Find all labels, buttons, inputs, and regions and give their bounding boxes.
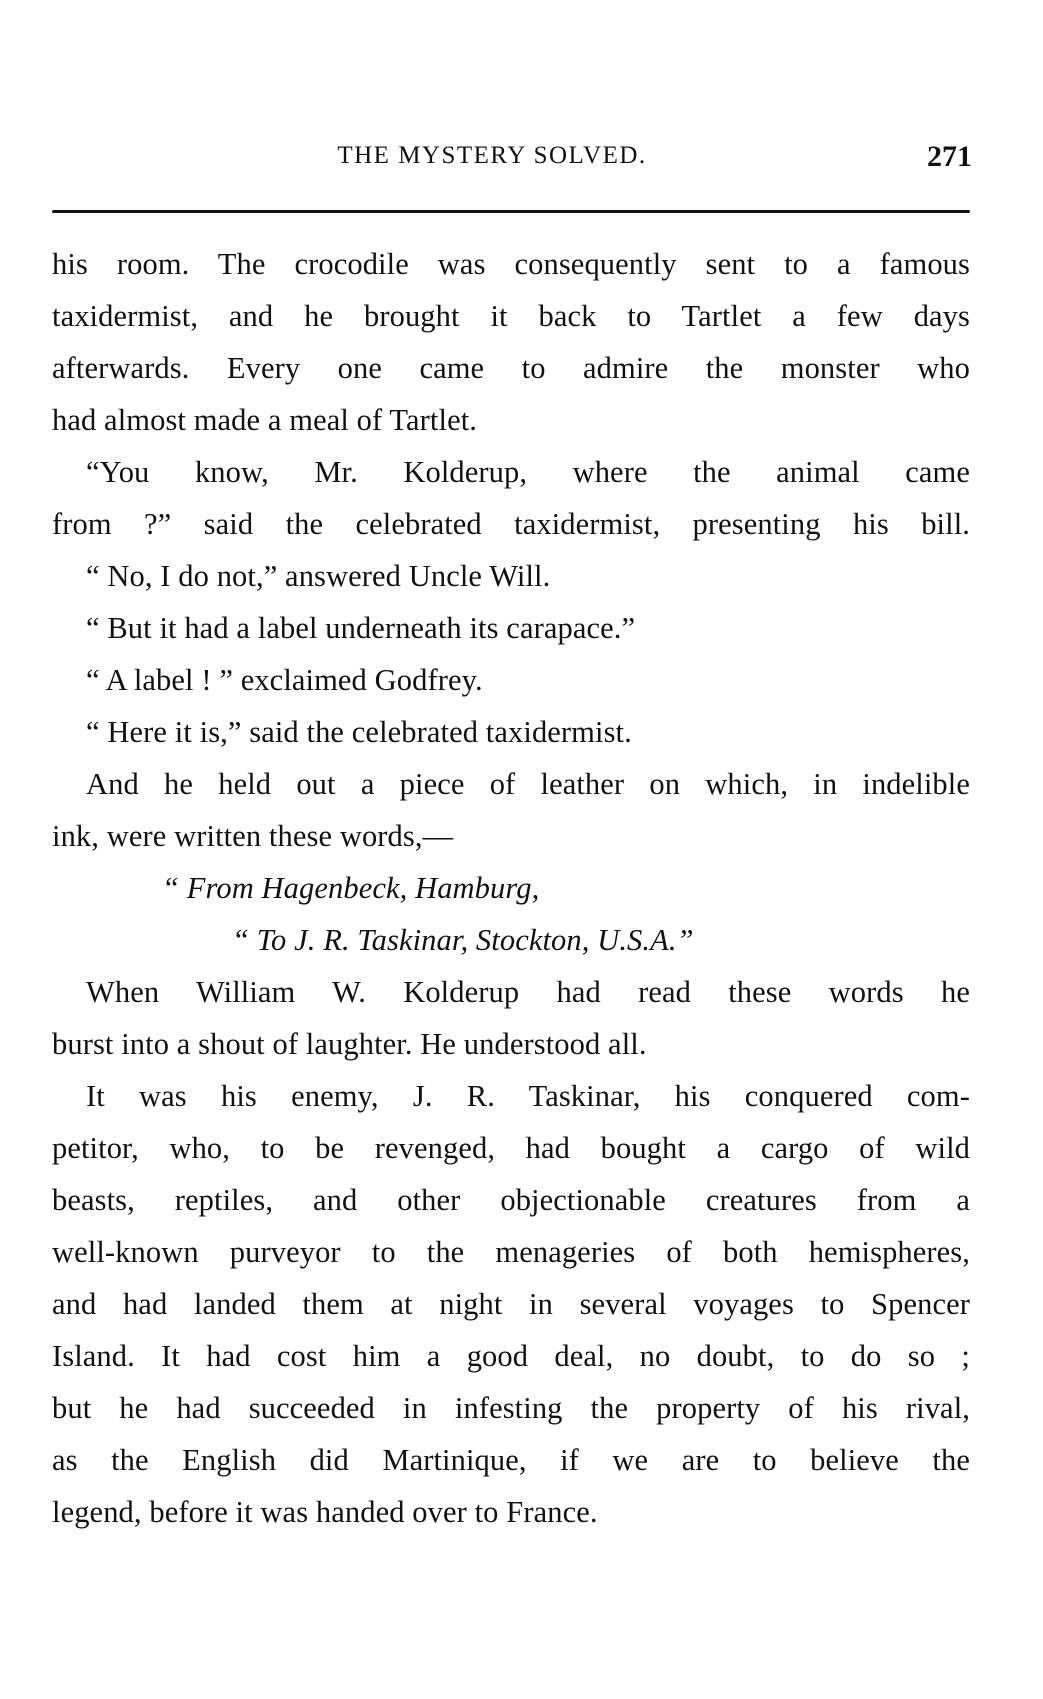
text-line: legend, before it was handed over to France. xyxy=(52,1495,598,1529)
text-line: afterwards. Every one came to admire the monster who xyxy=(52,351,970,385)
text-line: Island. It had cost him a good deal, no doubt, to do so ; xyxy=(52,1339,970,1373)
text-line: and had landed them at night in several voyages to Spencer xyxy=(52,1287,970,1321)
text-line: beasts, reptiles, and other objectionable creatures from a xyxy=(52,1183,970,1217)
text-line: “ A label ! ” exclaimed Godfrey. xyxy=(86,663,483,697)
text-line: And he held out a piece of leather on which, in indelible xyxy=(86,767,970,801)
text-line: “ No, I do not,” answered Uncle Will. xyxy=(86,559,551,593)
running-title xyxy=(52,142,972,170)
text-line: but he had succeeded in infesting the property of his rival, xyxy=(52,1391,970,1425)
text-line: ink, were written these words,— xyxy=(52,819,454,853)
text-line: petitor, who, to be revenged, had bought a cargo of wild xyxy=(52,1131,970,1165)
text-line: had almost made a meal of Tartlet. xyxy=(52,403,478,437)
text-line: “ Here it is,” said the celebrated taxidermist. xyxy=(86,715,632,749)
text-line: as the English did Martinique, if we are to believe the xyxy=(52,1443,970,1477)
body-text xyxy=(52,238,970,1538)
text-line: “You know, Mr. Kolderup, where the animal came xyxy=(86,455,970,489)
header-rule xyxy=(52,210,970,213)
text-line: “ But it had a label underneath its carapace.” xyxy=(86,611,636,645)
text-line: When William W. Kolderup had read these words he xyxy=(86,975,970,1009)
text-line: from ?” said the celebrated taxidermist, presenting his bill. xyxy=(52,507,970,541)
label-inscription-line: “ To J. R. Taskinar, Stockton, U.S.A.” xyxy=(232,923,694,957)
text-line: his room. The crocodile was consequently sent to a famous xyxy=(52,247,970,281)
running-title-text: THE MYSTERY SOLVED. xyxy=(337,142,647,169)
text-line: burst into a shout of laughter. He understood all. xyxy=(52,1027,647,1061)
page-number: 271 xyxy=(927,140,972,173)
running-head xyxy=(52,140,972,180)
text-line: It was his enemy, J. R. Taskinar, his conquered com- xyxy=(86,1079,970,1113)
text-line: taxidermist, and he brought it back to Tartlet a few days xyxy=(52,299,970,333)
label-inscription-line: “ From Hagenbeck, Hamburg, xyxy=(162,871,540,905)
text-line: well-known purveyor to the menageries of both hemispheres, xyxy=(52,1235,970,1269)
